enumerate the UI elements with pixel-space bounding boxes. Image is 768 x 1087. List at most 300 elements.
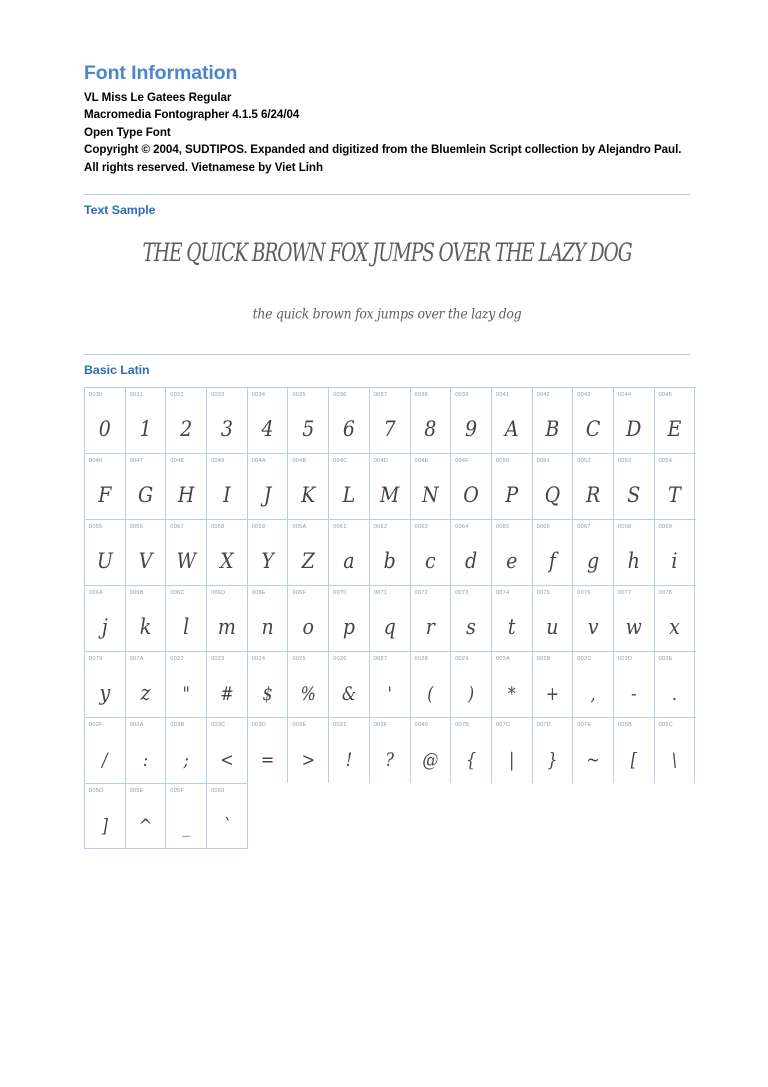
glyph-cell[interactable] — [166, 718, 207, 783]
glyph-character: W — [176, 548, 196, 574]
glyph-cell[interactable] — [573, 586, 614, 651]
glyph-cell[interactable] — [533, 454, 574, 519]
glyph-cell[interactable] — [411, 652, 452, 717]
glyph-cell[interactable] — [166, 520, 207, 585]
glyph-code-label: 0070 — [333, 590, 347, 597]
glyph-cell[interactable] — [126, 718, 167, 783]
glyph-cell[interactable] — [288, 718, 329, 783]
glyph-code-label: 005C — [658, 722, 673, 729]
glyph-cell[interactable] — [533, 520, 574, 585]
glyph-character: | — [509, 748, 515, 770]
glyph-cell[interactable] — [329, 718, 370, 783]
glyph-code-label: 005D — [89, 788, 104, 795]
glyph-character: : — [142, 748, 149, 770]
glyph-cell[interactable] — [655, 520, 696, 585]
glyph-code-label: 004A — [251, 458, 266, 465]
glyph-code-label: 0059 — [251, 524, 266, 531]
font-information-header — [84, 62, 690, 176]
glyph-character: p — [342, 614, 356, 640]
glyph-code-label: 0069 — [658, 524, 673, 531]
glyph-code-label: 0077 — [617, 590, 632, 597]
glyph-character: ! — [345, 748, 353, 770]
glyph-code-label: 002D — [617, 656, 633, 663]
glyph-character: } — [547, 748, 558, 770]
glyph-cell[interactable] — [248, 718, 289, 783]
glyph-code-label: 0039 — [455, 392, 469, 399]
glyph-code-label: 004F — [455, 458, 469, 465]
glyph-cell[interactable] — [655, 652, 696, 717]
glyph-cell[interactable] — [85, 388, 126, 453]
glyph-cell[interactable] — [207, 454, 248, 519]
glyph-cell[interactable] — [166, 586, 207, 651]
font-generator-line: Macromedia Fontographer 4.1.5 6/24/04 — [84, 108, 300, 122]
glyph-character: z — [140, 680, 151, 706]
glyph-code-label: 0053 — [617, 458, 632, 465]
glyph-cell[interactable] — [411, 718, 452, 783]
glyph-cell[interactable] — [573, 652, 614, 717]
glyph-cell[interactable] — [288, 388, 329, 453]
glyph-character: L — [342, 482, 356, 508]
glyph-code-label: 0052 — [577, 458, 591, 465]
glyph-row — [84, 585, 696, 651]
glyph-character: q — [383, 614, 396, 640]
page-title: Font Information — [84, 62, 238, 84]
glyph-cell[interactable] — [288, 652, 329, 717]
glyph-cell[interactable] — [329, 454, 370, 519]
glyph-character: h — [627, 548, 640, 574]
text-sample-area — [84, 218, 690, 336]
glyph-cell[interactable] — [411, 388, 452, 453]
glyph-character: 6 — [342, 416, 356, 442]
glyph-code-label: 0028 — [414, 656, 428, 663]
glyph-code-label: 0062 — [373, 524, 388, 531]
glyph-cell[interactable] — [614, 586, 655, 651]
glyph-character: * — [507, 682, 516, 704]
glyph-cell[interactable] — [248, 454, 289, 519]
glyph-code-label: 0034 — [251, 392, 266, 399]
glyph-character: ? — [385, 748, 394, 770]
glyph-code-label: 0042 — [536, 392, 551, 399]
glyph-character: u — [546, 614, 559, 640]
glyph-cell[interactable] — [614, 520, 655, 585]
glyph-character: R — [585, 482, 601, 508]
text-sample-section — [84, 194, 690, 336]
glyph-cell[interactable] — [370, 388, 411, 453]
glyph-code-label: 0079 — [89, 656, 103, 663]
glyph-character: a — [343, 548, 355, 574]
glyph-code-label: 007D — [536, 722, 551, 729]
glyph-cell[interactable] — [370, 520, 411, 585]
glyph-character: & — [341, 682, 357, 704]
glyph-code-label: 0060 — [211, 788, 225, 795]
glyph-cell[interactable] — [411, 586, 452, 651]
glyph-code-label: 0046 — [89, 458, 103, 465]
glyph-character: v — [587, 614, 599, 640]
glyph-code-label: 0024 — [251, 656, 266, 663]
glyph-cell[interactable] — [370, 652, 411, 717]
glyph-code-label: 006B — [129, 590, 144, 597]
glyph-code-label: 0037 — [373, 392, 388, 399]
glyph-cell[interactable] — [248, 388, 289, 453]
glyph-cell[interactable] — [166, 652, 207, 717]
glyph-character: n — [261, 614, 274, 640]
glyph-cell[interactable] — [614, 388, 655, 453]
glyph-character: $ — [262, 682, 273, 704]
glyph-code-label: 0078 — [658, 590, 673, 597]
glyph-cell[interactable] — [614, 652, 655, 717]
glyph-code-label: 0072 — [414, 590, 428, 597]
glyph-cell[interactable] — [451, 388, 492, 453]
glyph-cell[interactable] — [248, 520, 289, 585]
glyph-cell[interactable] — [655, 454, 696, 519]
glyph-cell[interactable] — [166, 784, 207, 848]
glyph-character: 1 — [139, 416, 152, 442]
glyph-character: < — [220, 748, 234, 770]
glyph-character: > — [301, 748, 315, 770]
glyph-character: E — [667, 416, 682, 442]
glyph-cell[interactable] — [126, 388, 167, 453]
glyph-code-label: 0030 — [89, 392, 103, 399]
glyph-cell[interactable] — [207, 718, 248, 783]
glyph-code-label: 006E — [251, 590, 266, 597]
section-divider-text-sample — [84, 194, 690, 195]
glyph-code-label: 002C — [577, 656, 592, 663]
glyph-code-label: 007C — [495, 722, 511, 729]
glyph-code-label: 0047 — [129, 458, 144, 465]
glyph-character: A — [504, 416, 519, 442]
glyph-character: w — [625, 614, 642, 640]
glyph-cell[interactable] — [248, 586, 289, 651]
glyph-character: 9 — [464, 416, 478, 442]
glyph-character: U — [96, 548, 113, 574]
glyph-code-label: 003C — [211, 722, 226, 729]
glyph-code-label: 0044 — [617, 392, 632, 399]
glyph-code-label: 005B — [617, 722, 633, 729]
glyph-row — [84, 519, 696, 585]
glyph-code-label: 0067 — [577, 524, 591, 531]
glyph-code-label: 0027 — [373, 656, 388, 663]
glyph-character: X — [220, 548, 234, 574]
glyph-code-label: 0048 — [170, 458, 184, 465]
glyph-cell[interactable] — [288, 454, 329, 519]
glyph-character: Y — [261, 548, 274, 574]
glyph-character: M — [379, 482, 400, 508]
glyph-code-label: 0073 — [455, 590, 469, 597]
glyph-character: K — [301, 482, 316, 508]
glyph-code-label: 0032 — [170, 392, 184, 399]
glyph-character: O — [463, 482, 479, 508]
glyph-character: J — [263, 482, 272, 508]
glyph-row — [84, 387, 696, 453]
glyph-code-label: 004B — [292, 458, 307, 465]
glyph-cell[interactable] — [451, 652, 492, 717]
glyph-code-label: 004C — [333, 458, 348, 465]
glyph-code-label: 003E — [292, 722, 307, 729]
section-heading-text-sample: Text Sample — [84, 203, 156, 218]
glyph-code-label: 003F — [373, 722, 388, 729]
glyph-code-label: 0074 — [495, 590, 510, 597]
glyph-code-label: 007B — [455, 722, 470, 729]
glyph-cell[interactable] — [370, 454, 411, 519]
glyph-cell[interactable] — [492, 586, 533, 651]
glyph-character: ( — [427, 682, 434, 704]
glyph-code-label: 0056 — [129, 524, 144, 531]
glyph-code-label: 0021 — [333, 722, 347, 729]
glyph-code-label: 003A — [129, 722, 144, 729]
glyph-character: B — [545, 416, 560, 442]
section-heading-basic-latin: Basic Latin — [84, 363, 150, 378]
glyph-cell[interactable] — [451, 454, 492, 519]
glyph-cell[interactable] — [573, 388, 614, 453]
glyph-cell[interactable] — [614, 718, 655, 783]
glyph-code-label: 006A — [89, 590, 104, 597]
glyph-code-label: 0049 — [211, 458, 225, 465]
glyph-character: ; — [183, 748, 189, 770]
sample-uppercase-pangram: THE QUICK BROWN FOX JUMPS OVER THE LAZY DOG — [142, 237, 632, 268]
glyph-code-label: 0054 — [658, 458, 673, 465]
glyph-character: = — [260, 748, 275, 770]
glyph-cell[interactable] — [411, 454, 452, 519]
font-format-line: Open Type Font — [84, 125, 171, 139]
glyph-cell[interactable] — [329, 586, 370, 651]
glyph-cell[interactable] — [492, 388, 533, 453]
glyph-cell[interactable] — [329, 652, 370, 717]
glyph-character: [ — [630, 748, 637, 770]
glyph-row — [84, 783, 248, 849]
glyph-code-label: 0065 — [495, 524, 510, 531]
glyph-cell[interactable] — [655, 586, 696, 651]
glyph-cell[interactable] — [207, 652, 248, 717]
glyph-character: T — [668, 482, 681, 508]
glyph-cell[interactable] — [655, 388, 696, 453]
glyph-character: y — [99, 680, 111, 706]
glyph-cell[interactable] — [85, 586, 126, 651]
glyph-code-label: 002B — [536, 656, 551, 663]
glyph-character: 7 — [383, 416, 396, 442]
glyph-character: % — [300, 682, 316, 704]
glyph-cell[interactable] — [126, 454, 167, 519]
glyph-character: D — [626, 416, 642, 442]
glyph-code-label: 0026 — [333, 656, 347, 663]
font-copyright-line: Copyright © 2004, SUDTIPOS. Expanded and digitized from the Bluemlein Script collection by Alejandro Paul. All rights reserved. Vietnamese by Viet Linh — [84, 143, 685, 174]
glyph-code-label: 0041 — [495, 392, 510, 399]
glyph-code-label: 007E — [577, 722, 592, 729]
glyph-character: ^ — [138, 814, 153, 836]
glyph-character: 2 — [180, 416, 193, 442]
glyph-character: C — [585, 416, 601, 442]
glyph-character: . — [671, 682, 678, 704]
glyph-character: + — [545, 682, 560, 704]
glyph-code-label: 0050 — [495, 458, 510, 465]
page-content — [84, 62, 690, 849]
glyph-cell[interactable] — [533, 718, 574, 783]
glyph-character: c — [425, 548, 436, 574]
glyph-code-label: 0043 — [577, 392, 591, 399]
glyph-character: f — [548, 548, 556, 574]
glyph-character: ' — [387, 682, 392, 704]
glyph-character: ~ — [586, 748, 600, 770]
glyph-table — [84, 387, 690, 849]
glyph-cell[interactable] — [85, 652, 126, 717]
glyph-code-label: 007A — [129, 656, 144, 663]
glyph-cell[interactable] — [126, 652, 167, 717]
glyph-character: G — [137, 482, 154, 508]
glyph-code-label: 0025 — [292, 656, 306, 663]
glyph-code-label: 0031 — [129, 392, 144, 399]
sample-lowercase-pangram: the quick brown fox jumps over the lazy dog — [252, 305, 522, 322]
glyph-code-label: 0075 — [536, 590, 551, 597]
glyph-cell[interactable] — [655, 718, 696, 783]
glyph-cell[interactable] — [533, 388, 574, 453]
glyph-cell[interactable] — [85, 520, 126, 585]
glyph-row — [84, 717, 696, 783]
glyph-code-label: 0076 — [577, 590, 591, 597]
glyph-character: r — [425, 614, 435, 640]
glyph-code-label: 002A — [495, 656, 510, 663]
glyph-code-label: 003B — [170, 722, 185, 729]
glyph-code-label: 006F — [292, 590, 307, 597]
glyph-character: 0 — [98, 416, 111, 442]
glyph-character: o — [302, 614, 314, 640]
glyph-code-label: 0029 — [455, 656, 469, 663]
glyph-code-label: 0022 — [170, 656, 184, 663]
glyph-row — [84, 651, 696, 717]
glyph-cell[interactable] — [207, 586, 248, 651]
glyph-character: ] — [101, 814, 108, 836]
glyph-cell[interactable] — [573, 454, 614, 519]
glyph-character: d — [464, 548, 478, 574]
glyph-code-label: 0061 — [333, 524, 347, 531]
glyph-character: / — [102, 748, 108, 770]
glyph-character: I — [223, 482, 231, 508]
glyph-character: \ — [671, 748, 678, 770]
glyph-code-label: 0035 — [292, 392, 306, 399]
glyph-code-label: 006D — [211, 590, 226, 597]
glyph-row — [84, 453, 696, 519]
glyph-character: s — [466, 614, 476, 640]
glyph-character: l — [183, 614, 190, 640]
glyph-cell[interactable] — [248, 652, 289, 717]
glyph-code-label: 0068 — [617, 524, 632, 531]
glyph-character: g — [587, 548, 600, 574]
glyph-character: b — [383, 548, 396, 574]
glyph-code-label: 0058 — [211, 524, 225, 531]
glyph-character: m — [217, 614, 236, 640]
glyph-character: x — [669, 614, 680, 640]
glyph-cell[interactable] — [166, 454, 207, 519]
glyph-cell[interactable] — [370, 718, 411, 783]
glyph-character: ` — [222, 814, 231, 836]
glyph-code-label: 003D — [251, 722, 267, 729]
glyph-cell[interactable] — [451, 586, 492, 651]
glyph-code-label: 0023 — [211, 656, 225, 663]
glyph-code-label: 0057 — [170, 524, 184, 531]
glyph-character: Z — [301, 548, 315, 574]
glyph-code-label: 004E — [414, 458, 429, 465]
glyph-cell[interactable] — [451, 520, 492, 585]
glyph-code-label: 0064 — [455, 524, 469, 531]
glyph-cell[interactable] — [166, 388, 207, 453]
glyph-character: 4 — [261, 416, 274, 442]
glyph-cell[interactable] — [533, 586, 574, 651]
glyph-cell[interactable] — [207, 520, 248, 585]
glyph-code-label: 006C — [170, 590, 185, 597]
basic-latin-section — [84, 354, 690, 849]
glyph-cell[interactable] — [573, 718, 614, 783]
glyph-code-label: 0036 — [333, 392, 347, 399]
glyph-character: V — [138, 548, 153, 574]
glyph-character: Q — [544, 482, 561, 508]
glyph-code-label: 0066 — [536, 524, 551, 531]
glyph-cell[interactable] — [370, 586, 411, 651]
glyph-cell[interactable] — [451, 718, 492, 783]
glyph-character: _ — [182, 814, 191, 836]
glyph-character: - — [631, 682, 637, 704]
glyph-cell[interactable] — [411, 520, 452, 585]
glyph-character: F — [98, 482, 112, 508]
glyph-cell[interactable] — [207, 784, 248, 848]
glyph-cell[interactable] — [126, 784, 167, 848]
font-name-line: VL Miss Le Gatees Regular — [84, 91, 232, 104]
glyph-cell[interactable] — [126, 520, 167, 585]
glyph-character: ) — [467, 682, 475, 704]
glyph-code-label: 0063 — [414, 524, 428, 531]
glyph-cell[interactable] — [126, 586, 167, 651]
glyph-cell[interactable] — [492, 454, 533, 519]
glyph-code-label: 0038 — [414, 392, 428, 399]
glyph-code-label: 002E — [658, 656, 673, 663]
glyph-cell[interactable] — [573, 520, 614, 585]
glyph-cell[interactable] — [492, 520, 533, 585]
glyph-code-label: 0045 — [658, 392, 673, 399]
glyph-character: { — [465, 748, 477, 770]
glyph-cell[interactable] — [288, 586, 329, 651]
glyph-cell[interactable] — [85, 784, 126, 848]
glyph-character: S — [627, 482, 641, 508]
glyph-code-label: 0071 — [373, 590, 388, 597]
glyph-character: @ — [422, 748, 439, 770]
glyph-code-label: 0033 — [211, 392, 225, 399]
glyph-character: N — [422, 482, 439, 508]
glyph-cell[interactable] — [533, 652, 574, 717]
glyph-character: 3 — [220, 416, 233, 442]
glyph-character: 5 — [302, 416, 315, 442]
glyph-character: P — [505, 482, 519, 508]
glyph-code-label: 005F — [170, 788, 185, 795]
glyph-cell[interactable] — [492, 718, 533, 783]
glyph-cell[interactable] — [614, 454, 655, 519]
glyph-cell[interactable] — [207, 388, 248, 453]
glyph-code-label: 004D — [373, 458, 389, 465]
glyph-character: " — [182, 682, 190, 704]
glyph-cell[interactable] — [492, 652, 533, 717]
glyph-cell[interactable] — [329, 388, 370, 453]
glyph-code-label: 005E — [129, 788, 144, 795]
glyph-character: 8 — [424, 416, 437, 442]
glyph-code-label: 002F — [89, 722, 103, 729]
glyph-cell[interactable] — [329, 520, 370, 585]
glyph-character: i — [671, 548, 678, 574]
glyph-cell[interactable] — [288, 520, 329, 585]
glyph-cell[interactable] — [85, 454, 126, 519]
glyph-character: H — [177, 482, 195, 508]
font-metadata-block — [84, 89, 690, 176]
glyph-code-label: 0051 — [536, 458, 551, 465]
glyph-character: j — [101, 614, 108, 640]
section-divider-basic-latin — [84, 354, 690, 355]
glyph-cell[interactable] — [85, 718, 126, 783]
glyph-character: # — [220, 682, 234, 704]
